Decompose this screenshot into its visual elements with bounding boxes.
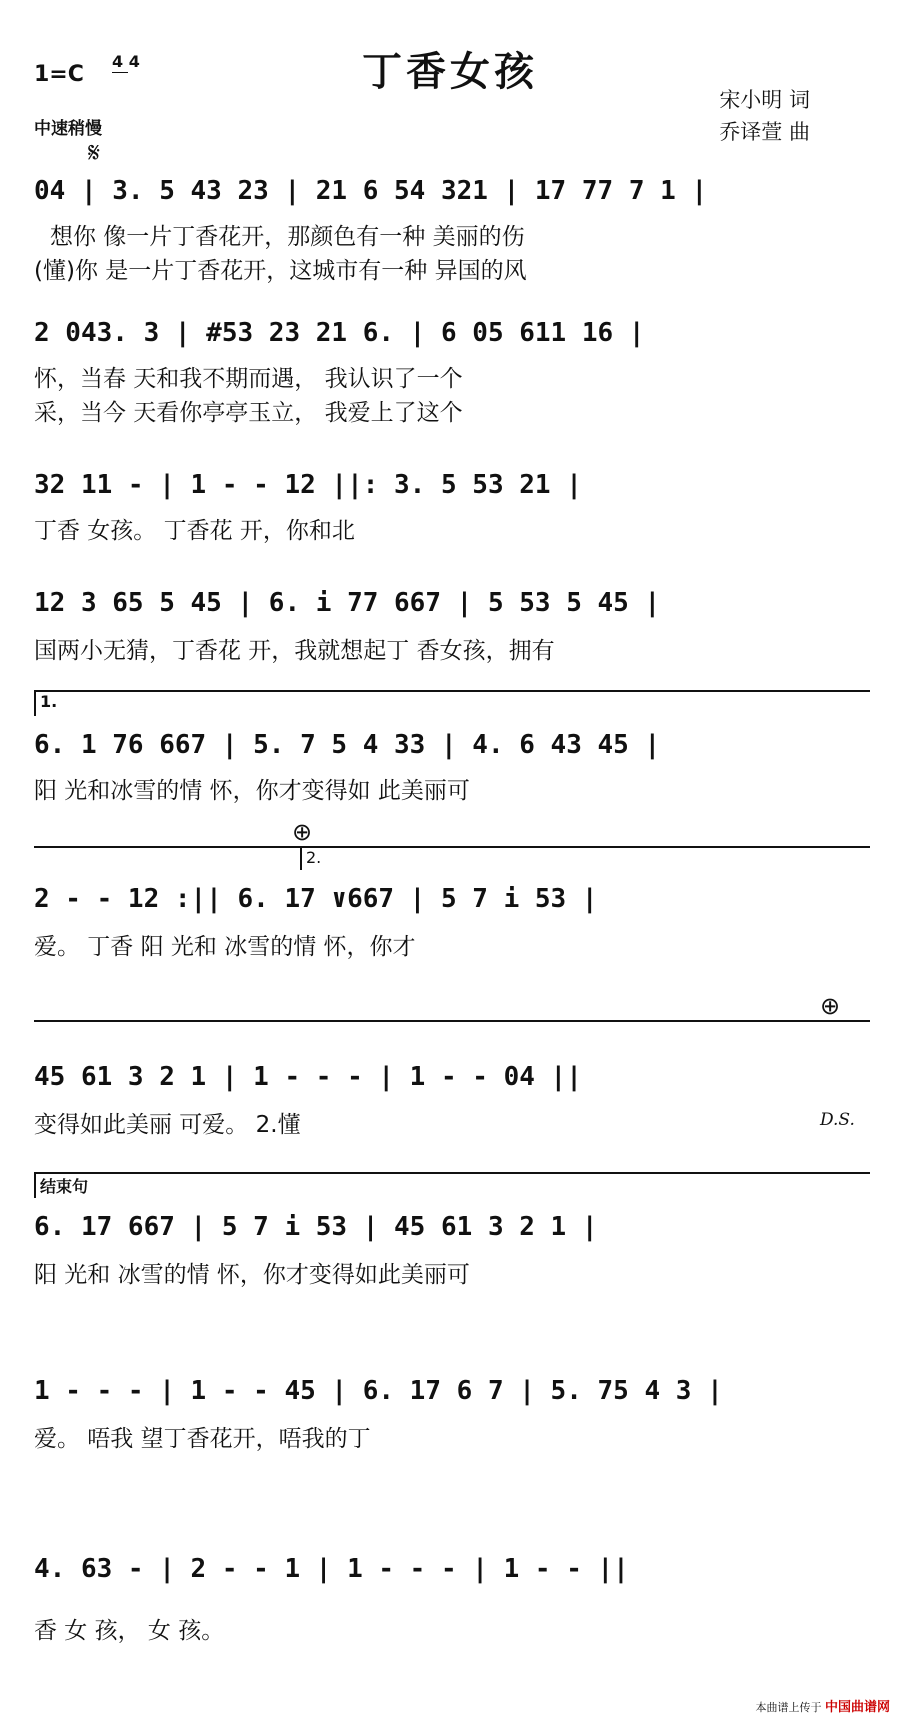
lyrics-line-1: 阳 光和冰雪的情 怀，你才变得如 此美丽可 <box>34 778 470 804</box>
footer-credit <box>755 1696 890 1715</box>
volta-1-label: 1. <box>40 692 58 711</box>
notation-line: 2 - - 12 :|| 6. 17 ∨667 | 5 7 i 53 | <box>34 884 598 914</box>
lyrics-line-1: 想你 像一片丁香花开，那颜色有一种 美丽的伤 <box>50 224 525 250</box>
notation-line: 32 11 - | 1 - - 12 ||: 3. 5 53 21 | <box>34 470 582 500</box>
footer-text: 本曲谱上传于 <box>755 1701 822 1714</box>
lyricist: 宋小明 词 <box>719 88 810 112</box>
lyrics-line-1: 变得如此美丽 可爱。 2.懂 <box>34 1112 301 1138</box>
lyrics-line-1: 爱。 唔我 望丁香花开，唔我的丁 <box>34 1426 371 1452</box>
lyrics-line-1: 阳 光和 冰雪的情 怀，你才变得如此美丽可 <box>34 1262 470 1288</box>
lyrics-line-1: 香 女 孩， 女 孩。 <box>34 1618 225 1644</box>
time-signature <box>112 52 140 71</box>
notation-line: 6. 1 76 667 | 5. 7 5 4 33 | 4. 6 43 45 | <box>34 730 661 760</box>
ending-label: 结束句 <box>40 1177 89 1196</box>
lyrics-line-1: 怀，当春 天和我不期而遇， 我认识了一个 <box>34 366 463 392</box>
time-signature-bottom: 4 <box>128 52 140 71</box>
notation-line: 4. 63 - | 2 - - 1 | 1 - - - | 1 - - || <box>34 1554 629 1584</box>
title: 丁香女孩 <box>362 49 538 95</box>
lyrics-line-1: 国两小无猜，丁香花 开，我就想起丁 香女孩，拥有 <box>34 638 555 664</box>
notation-line: 12 3 65 5 45 | 6. i 77 667 | 5 53 5 45 | <box>34 588 661 618</box>
coda-sign: ⊕ <box>820 992 841 1020</box>
lyrics-line-2: (懂)你 是一片丁香花开，这城市有一种 异国的风 <box>34 258 527 284</box>
composer: 乔译萱 曲 <box>719 120 810 144</box>
footer-brand: 中国曲谱网 <box>824 1700 890 1715</box>
tempo-marking: 中速稍慢 <box>34 119 102 139</box>
lyrics-line-2: 采，当今 天看你亭亭玉立， 我爱上了这个 <box>34 400 463 426</box>
lyrics-line-1: 爱。 丁香 阳 光和 冰雪的情 怀，你才 <box>34 934 416 960</box>
time-signature-top: 4 <box>112 52 124 71</box>
ds-marking: D.S. <box>820 1110 855 1130</box>
lyrics-line-1: 丁香 女孩。 丁香花 开，你和北 <box>34 518 355 544</box>
notation-line: 6. 17 667 | 5 7 i 53 | 45 61 3 2 1 | <box>34 1212 598 1242</box>
key-signature: 1=C <box>34 62 84 87</box>
segno-sign: 𝄋 <box>88 136 101 169</box>
notation-line: 45 61 3 2 1 | 1 - - - | 1 - - 04 || <box>34 1062 582 1092</box>
coda-sign: ⊕ <box>292 818 313 846</box>
notation-line: 04 | 3. 5 43 23 | 21 6 54 321 | 17 77 7 1 | <box>34 176 708 206</box>
notation-line: 2 043. 3 | #53 23 21 6. | 6 05 611 16 | <box>34 318 645 348</box>
volta-2-label: 2. <box>306 848 322 867</box>
notation-line: 1 - - - | 1 - - 45 | 6. 17 6 7 | 5. 75 4 3 | <box>34 1376 723 1406</box>
